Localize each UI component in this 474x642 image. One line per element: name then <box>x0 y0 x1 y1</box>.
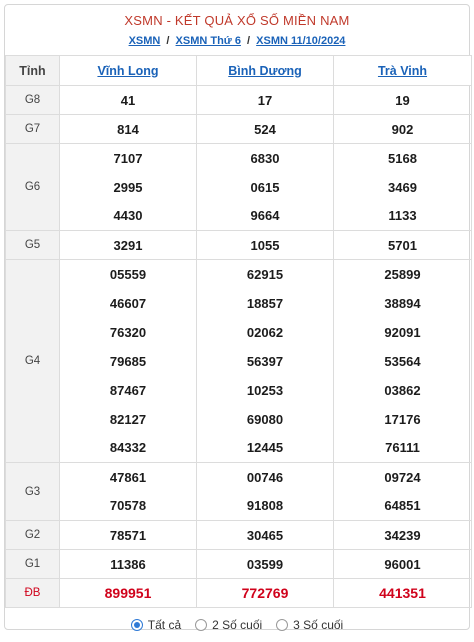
breadcrumb-separator: / <box>247 35 251 47</box>
column-header-tra-vinh[interactable]: Trà Vinh <box>334 56 472 86</box>
prize-number: 524 <box>197 115 334 144</box>
prize-number: 64851 <box>334 492 472 521</box>
prize-number: 05559 <box>60 260 197 289</box>
prize-number: 3469 <box>334 173 472 202</box>
prize-label: G5 <box>6 231 60 260</box>
breadcrumb-xsmn-thu-6[interactable]: XSMN Thứ 6 <box>175 35 241 47</box>
prize-number: 56397 <box>197 347 334 376</box>
filter-label-last-2: 2 Số cuối <box>212 618 263 632</box>
prize-number: 87467 <box>60 376 197 405</box>
prize-number: 17 <box>197 86 334 115</box>
radio-all[interactable] <box>131 619 143 631</box>
breadcrumb <box>5 35 469 47</box>
radio-last-2[interactable] <box>195 619 207 631</box>
prize-number: 46607 <box>60 289 197 318</box>
prize-number: 09724 <box>334 463 472 492</box>
prize-number: 7107 <box>60 144 197 173</box>
prize-number: 30465 <box>197 521 334 550</box>
filter-option-last-2[interactable] <box>195 618 262 632</box>
prize-number: 1133 <box>334 202 472 231</box>
prize-number: 772769 <box>197 579 334 608</box>
prize-row-g3 <box>6 463 472 492</box>
prize-row-g4 <box>6 347 472 376</box>
prize-number: 79685 <box>60 347 197 376</box>
prize-number: 3291 <box>60 231 197 260</box>
prize-number: 899951 <box>60 579 197 608</box>
prize-row-g4 <box>6 434 472 463</box>
prize-number: 41 <box>60 86 197 115</box>
prize-label: G4 <box>6 260 60 463</box>
breadcrumb-xsmn-date[interactable]: XSMN 11/10/2024 <box>256 35 346 47</box>
prize-row-g6 <box>6 144 472 173</box>
prize-number: 78571 <box>60 521 197 550</box>
results-panel <box>4 4 470 630</box>
prize-row-g4 <box>6 376 472 405</box>
prize-number: 25899 <box>334 260 472 289</box>
prize-row-g8 <box>6 86 472 115</box>
prize-number: 69080 <box>197 405 334 434</box>
prize-number: 00746 <box>197 463 334 492</box>
prize-number: 10253 <box>197 376 334 405</box>
prize-number: 34239 <box>334 521 472 550</box>
prize-number: 84332 <box>60 434 197 463</box>
prize-number: 82127 <box>60 405 197 434</box>
prize-number: 92091 <box>334 318 472 347</box>
prize-row-g4 <box>6 289 472 318</box>
results-header <box>5 5 469 55</box>
prize-row-g4 <box>6 260 472 289</box>
prize-label: G2 <box>6 521 60 550</box>
filter-label-all: Tất cả <box>147 618 182 632</box>
prize-number: 5701 <box>334 231 472 260</box>
prize-number: 96001 <box>334 550 472 579</box>
prize-number: 62915 <box>197 260 334 289</box>
prize-number: 03599 <box>197 550 334 579</box>
prize-number: 53564 <box>334 347 472 376</box>
breadcrumb-separator: / <box>166 35 170 47</box>
prize-number: 4430 <box>60 202 197 231</box>
prize-row-g1 <box>6 550 472 579</box>
prize-number: 11386 <box>60 550 197 579</box>
prize-number: 91808 <box>197 492 334 521</box>
filter-option-all[interactable] <box>131 618 181 632</box>
prize-label: G1 <box>6 550 60 579</box>
prize-number: 2995 <box>60 173 197 202</box>
radio-last-3[interactable] <box>276 619 288 631</box>
prize-number: 5168 <box>334 144 472 173</box>
prize-row-g5 <box>6 231 472 260</box>
prize-label: G7 <box>6 115 60 144</box>
prize-row-đb <box>6 579 472 608</box>
prize-number: 47861 <box>60 463 197 492</box>
prize-label: G3 <box>6 463 60 521</box>
prize-number: 18857 <box>197 289 334 318</box>
prize-number: 12445 <box>197 434 334 463</box>
prize-number: 902 <box>334 115 472 144</box>
prize-number: 38894 <box>334 289 472 318</box>
results-table <box>5 55 472 608</box>
prize-number: 76111 <box>334 434 472 463</box>
prize-row-g2 <box>6 521 472 550</box>
table-header-row <box>6 56 472 86</box>
digit-filter <box>5 608 469 642</box>
column-header-vinh-long[interactable]: Vĩnh Long <box>60 56 197 86</box>
filter-label-last-3: 3 Số cuối <box>293 618 344 632</box>
prize-number: 6830 <box>197 144 334 173</box>
prize-number: 17176 <box>334 405 472 434</box>
prize-label: G8 <box>6 86 60 115</box>
prize-row-g6 <box>6 173 472 202</box>
prize-row-g7 <box>6 115 472 144</box>
prize-number: 9664 <box>197 202 334 231</box>
filter-option-last-3[interactable] <box>276 618 343 632</box>
prize-row-g4 <box>6 405 472 434</box>
page-title: XSMN - KẾT QUẢ XỔ SỐ MIỀN NAM <box>124 13 350 28</box>
prize-number: 1055 <box>197 231 334 260</box>
prize-row-g4 <box>6 318 472 347</box>
results-body <box>6 86 472 608</box>
prize-label: ĐB <box>6 579 60 608</box>
prize-number: 814 <box>60 115 197 144</box>
prize-number: 76320 <box>60 318 197 347</box>
breadcrumb-xsmn[interactable]: XSMN <box>128 35 161 47</box>
prize-number: 70578 <box>60 492 197 521</box>
prize-number: 03862 <box>334 376 472 405</box>
prize-row-g6 <box>6 202 472 231</box>
column-header-tinh: Tỉnh <box>6 56 60 86</box>
prize-row-g3 <box>6 492 472 521</box>
column-header-binh-duong[interactable]: Bình Dương <box>197 56 334 86</box>
prize-label: G6 <box>6 144 60 231</box>
prize-number: 19 <box>334 86 472 115</box>
prize-number: 441351 <box>334 579 472 608</box>
prize-number: 02062 <box>197 318 334 347</box>
prize-number: 0615 <box>197 173 334 202</box>
